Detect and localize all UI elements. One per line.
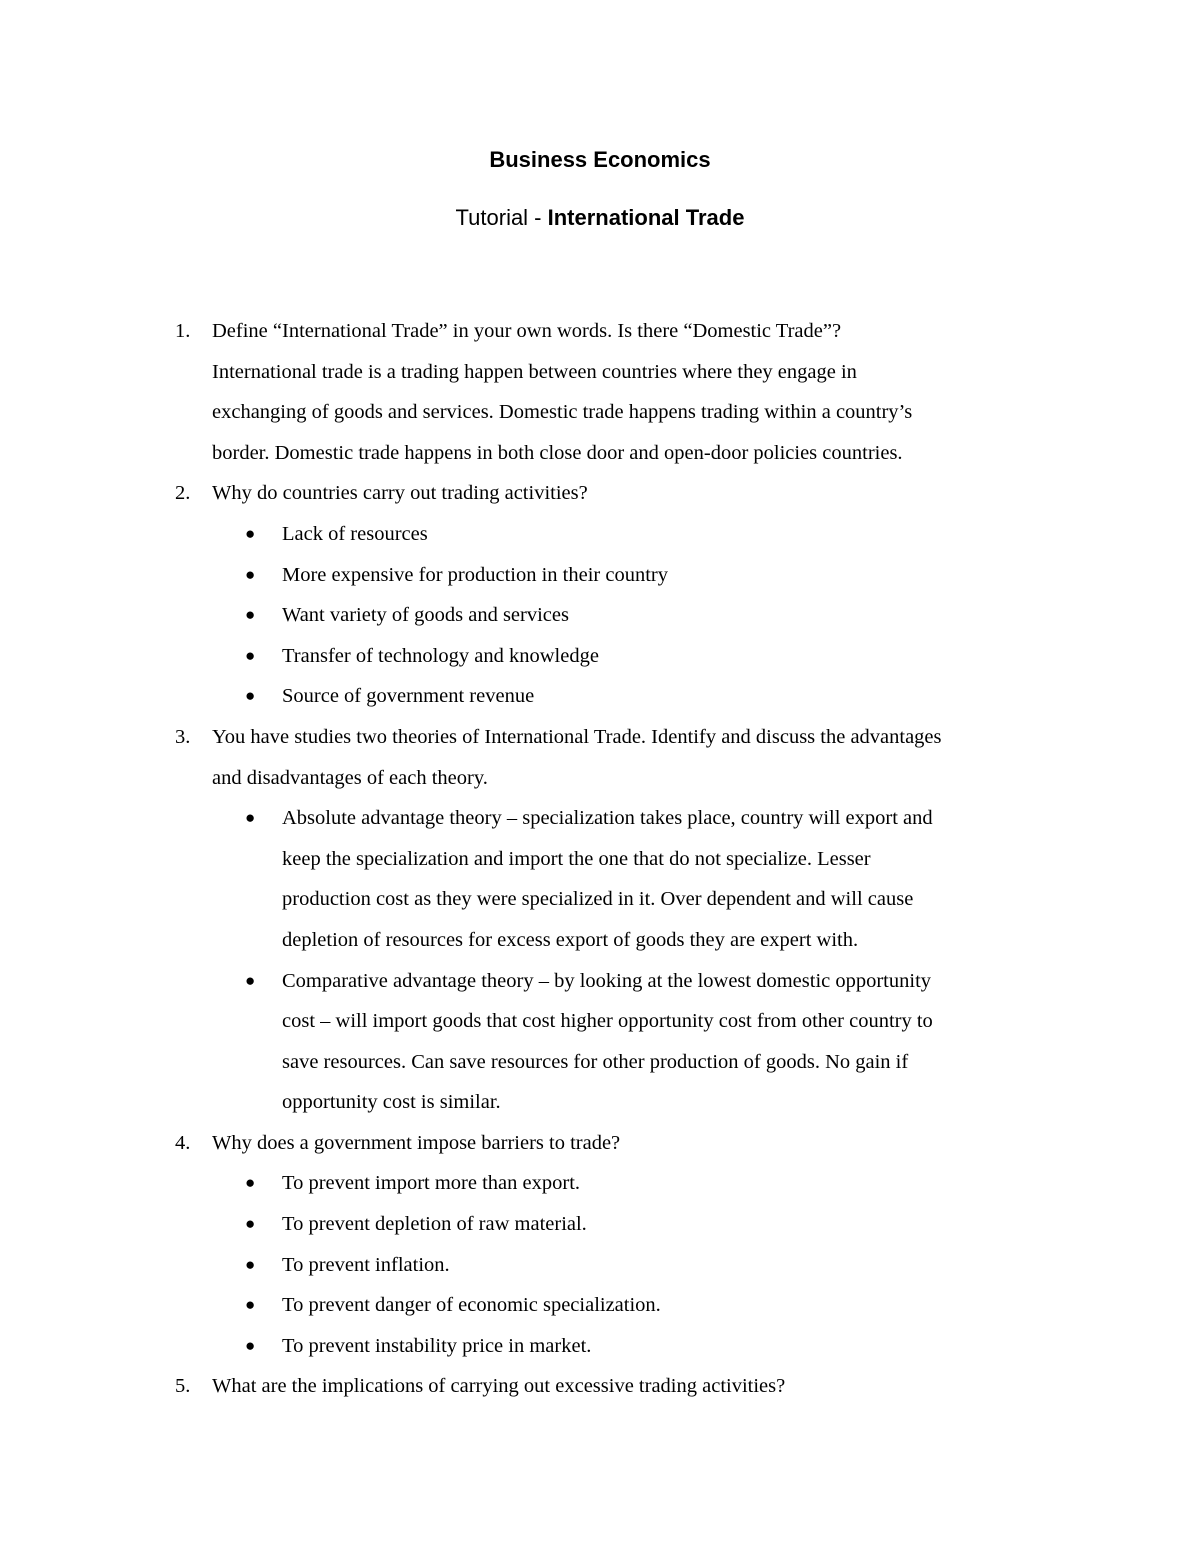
question-line bbox=[0, 717, 1200, 758]
bullet-line bbox=[0, 1163, 1200, 1204]
question-number: 3. bbox=[175, 725, 191, 748]
bullet-icon: ● bbox=[245, 970, 256, 990]
subtitle-topic: International Trade bbox=[547, 205, 745, 230]
question-text: You have studies two theories of International Trade. Identify and discuss the advantages bbox=[212, 725, 942, 748]
bullet-icon: ● bbox=[245, 1214, 256, 1234]
question-item bbox=[0, 1123, 1200, 1367]
bullet-text: Absolute advantage theory – specialization takes place, country will export and bbox=[282, 807, 933, 830]
bullet-text: Source of government revenue bbox=[282, 685, 535, 708]
bullet-line bbox=[0, 555, 1200, 596]
bullet-icon: ● bbox=[245, 1335, 256, 1355]
bullet-line bbox=[0, 1082, 1200, 1123]
bullet-line bbox=[0, 1042, 1200, 1083]
question-text: What are the implications of carrying out excessive trading activities? bbox=[212, 1375, 786, 1398]
bullet-text: Want variety of goods and services bbox=[282, 604, 569, 627]
question-line bbox=[0, 392, 1200, 433]
document-title: Business Economics bbox=[489, 147, 711, 172]
answer-text: and disadvantages of each theory. bbox=[212, 766, 488, 789]
bullet-line bbox=[0, 1245, 1200, 1286]
question-line bbox=[0, 1366, 1200, 1407]
bullet-text: save resources. Can save resources for other production of goods. No gain if bbox=[282, 1050, 909, 1073]
bullet-icon: ● bbox=[245, 564, 256, 584]
bullet-line bbox=[0, 879, 1200, 920]
bullet-icon: ● bbox=[245, 1173, 256, 1193]
question-text: Why do countries carry out trading activities? bbox=[212, 482, 588, 505]
bullet-text: keep the specialization and import the one that do not specialize. Lesser bbox=[282, 847, 871, 870]
bullet-line bbox=[0, 514, 1200, 555]
subtitle-prefix: Tutorial - bbox=[455, 205, 548, 230]
question-number: 1. bbox=[175, 320, 191, 342]
bullet-icon: ● bbox=[245, 523, 256, 543]
bullet-line bbox=[0, 1204, 1200, 1245]
bullet-icon: ● bbox=[245, 1295, 256, 1315]
bullet-line bbox=[0, 595, 1200, 636]
question-number: 4. bbox=[175, 1131, 191, 1154]
bullet-line bbox=[0, 676, 1200, 717]
bullet-text: To prevent inflation. bbox=[282, 1253, 450, 1276]
document-subtitle bbox=[0, 203, 1200, 233]
bullet-line bbox=[0, 961, 1200, 1002]
bullet-icon: ● bbox=[245, 605, 256, 625]
bullet-line bbox=[0, 1285, 1200, 1326]
answer-text: border. Domestic trade happens in both close door and open-door policies countries. bbox=[212, 441, 903, 464]
question-item bbox=[0, 311, 1200, 473]
bullet-text: To prevent danger of economic specialization. bbox=[282, 1294, 661, 1317]
answer-text: International trade is a trading happen between countries where they engage in bbox=[212, 360, 857, 383]
bullet-text: opportunity cost is similar. bbox=[282, 1091, 501, 1114]
bullet-icon: ● bbox=[245, 808, 256, 828]
bullet-text: Comparative advantage theory – by looking at the lowest domestic opportunity bbox=[282, 969, 932, 992]
question-item bbox=[0, 1366, 1200, 1407]
question-item bbox=[0, 717, 1200, 1123]
bullet-line bbox=[0, 798, 1200, 839]
bullet-text: production cost as they were specialized in it. Over dependent and will cause bbox=[282, 888, 914, 911]
bullet-text: To prevent import more than export. bbox=[282, 1172, 581, 1195]
question-number: 5. bbox=[175, 1375, 191, 1398]
bullet-text: More expensive for production in their country bbox=[282, 563, 668, 586]
question-line bbox=[0, 311, 1200, 352]
bullet-line bbox=[0, 1001, 1200, 1042]
question-text: Define “International Trade” in your own words. Is there “Domestic Trade”? bbox=[212, 320, 842, 342]
bullet-text: depletion of resources for excess export of goods they are expert with. bbox=[282, 928, 859, 951]
question-number: 2. bbox=[175, 482, 191, 505]
question-line bbox=[0, 433, 1200, 474]
question-line bbox=[0, 352, 1200, 393]
bullet-icon: ● bbox=[245, 645, 256, 665]
bullet-text: cost – will import goods that cost higher opportunity cost from other country to bbox=[282, 1010, 933, 1033]
question-line bbox=[0, 1123, 1200, 1164]
question-line bbox=[0, 758, 1200, 799]
question-text: Why does a government impose barriers to trade? bbox=[212, 1131, 621, 1154]
question-item bbox=[0, 473, 1200, 717]
bullet-line bbox=[0, 1326, 1200, 1367]
bullet-icon: ● bbox=[245, 1254, 256, 1274]
answer-text: exchanging of goods and services. Domestic trade happens trading within a country’s bbox=[212, 401, 913, 424]
question-list bbox=[0, 311, 1200, 1407]
bullet-text: To prevent instability price in market. bbox=[282, 1334, 592, 1357]
bullet-icon: ● bbox=[245, 686, 256, 706]
bullet-text: Transfer of technology and knowledge bbox=[282, 644, 599, 667]
bullet-text: To prevent depletion of raw material. bbox=[282, 1213, 587, 1236]
bullet-line bbox=[0, 839, 1200, 880]
question-line bbox=[0, 473, 1200, 514]
bullet-text: Lack of resources bbox=[282, 522, 428, 545]
bullet-line bbox=[0, 920, 1200, 961]
bullet-line bbox=[0, 636, 1200, 677]
